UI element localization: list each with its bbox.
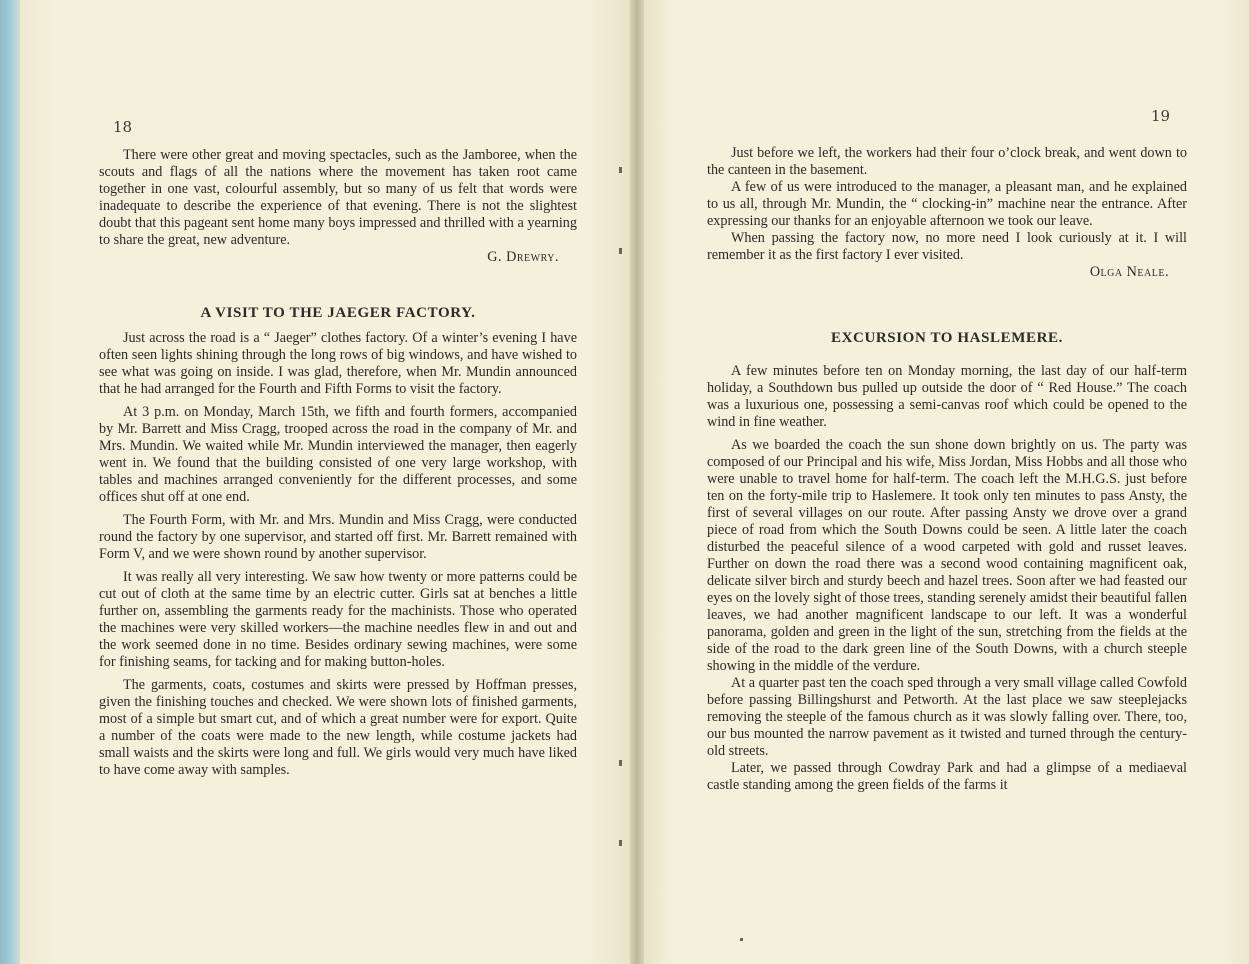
article-paragraph: At 3 p.m. on Monday, March 15th, we fifth and fourth formers, accompanied by Mr. Barrett and Miss Cragg, trooped across the road in the company of Mr. and Mrs. Mundin. We waited while Mr. Mundin interviewed the manager, then eagerly went in. We found that the building consisted of one very large workshop, with tables and machines arranged conveniently for the different processes, and some offices shut off at one end. bbox=[99, 404, 577, 505]
author-signature: Olga Neale. bbox=[1089, 264, 1169, 280]
article-paragraph: The garments, coats, costumes and skirts were pressed by Hoffman presses, given the finishing touches and checked. We were shown lots of finished garments, most of a simple but smart cut, and of which a great number were for export. Quite a number of the coats were made to the new length, while costume jackets had small waists and the skirts were long and full. We girls would very much have liked to have come away with samples. bbox=[99, 677, 577, 778]
article-heading: EXCURSION TO HASLEMERE. bbox=[830, 330, 1064, 346]
haslemere-article bbox=[707, 330, 1187, 794]
author-signature: G. Drewry. bbox=[487, 249, 559, 265]
jaeger-article-continued bbox=[707, 145, 1187, 281]
article-paragraph: As we boarded the coach the sun shone down brightly on us. The party was composed of our Principal and his wife, Miss Jordan, Miss Hobbs and all those who were unable to travel home for half-term. The coach left the M.H.G.S. just before ten on the forty-mile trip to Haslemere. It took only ten minutes to pass Ansty, the first of several villages on our route. After passing Ansty we drove over a grand piece of road from which the South Downs could be seen. A little later the coach disturbed the peaceful silence of a wood carpeted with gold and russet leaves. Further on down the road there was a second wood containing magnificent oak, delicate silver birch and sturdy beech and hazel trees. Soon after we had feasted our eyes on the lovely sight of those trees, standing serenely amidst their beautiful fallen leaves, we had another magnificent landscape to our left. It was a wonderful panorama, golden and green in the light of the sun, stretching from the fields at the side of the road to the dark green line of the South Downs, with a church steeple showing in the middle of the verdure. bbox=[707, 437, 1187, 674]
binding-mark bbox=[619, 840, 622, 846]
page-number-right: 19 bbox=[1151, 107, 1171, 125]
book-gutter bbox=[630, 0, 644, 964]
jaeger-article bbox=[99, 305, 577, 779]
binding-mark bbox=[619, 248, 622, 254]
article-paragraph: The Fourth Form, with Mr. and Mrs. Mundin and Miss Cragg, were conducted round the factory by one supervisor, and started off first. Mr. Barrett remained with Form V, and we were shown round by another supervisor. bbox=[99, 512, 577, 562]
ink-dot bbox=[740, 938, 743, 941]
article-paragraph: Just before we left, the workers had their four o’clock break, and went down to the canteen in the basement. bbox=[707, 145, 1187, 178]
jamboree-paragraph: There were other great and moving spectacles, such as the Jamboree, when the scouts and flags of all the nations where the movement has taken root came together in one vast, colourful assembly, but so many of us felt that words were inadequate to describe the experience of that evening. There is not the slightest doubt that this pageant sent home many boys impressed and thrilled with a yearning to share the great, new adventure. bbox=[99, 147, 577, 248]
article-paragraph: A few of us were introduced to the manager, a pleasant man, and he explained to us all, through Mr. Mundin, the “ clocking-in” machine near the entrance. After expressing our thanks for an enjoyable afternoon we took our leave. bbox=[707, 179, 1187, 229]
article-paragraph: A few minutes before ten on Monday morning, the last day of our half-term holiday, a Southdown bus pulled up outside the door of “ Red House.” The coach was a luxurious one, possessing a semi-canvas roof which could be opened to the wind in fine weather. bbox=[707, 363, 1187, 430]
article-paragraph: At a quarter past ten the coach sped through a very small village called Cowfold before passing Billingshurst and Petworth. At the last place we saw steeplejacks removing the steeple of the famous church as it was slowly falling over. There, too, our bus mounted the narrow pavement as it twisted and turned through the century-old streets. bbox=[707, 675, 1187, 759]
book-cover-edge bbox=[0, 0, 20, 964]
binding-mark bbox=[619, 167, 622, 173]
article-paragraph: Later, we passed through Cowdray Park and had a glimpse of a mediaeval castle standing among the green fields of the farms it bbox=[707, 760, 1187, 793]
article-paragraph: It was really all very interesting. We saw how twenty or more patterns could be cut out of cloth at the same time by an electric cutter. Girls sat at benches a little further on, assembling the garments ready for the machinists. Those who operated the machines were very skilled workers—the machine needles flew in and out and the work seemed done in no time. Besides ordinary sewing machines, were some for finishing seams, for tacking and for making button-holes. bbox=[99, 569, 577, 670]
page-number-left: 18 bbox=[113, 118, 133, 136]
article-paragraph: Just across the road is a “ Jaeger” clothes factory. Of a winter’s evening I have often seen lights shining through the long rows of big windows, and have wished to see what was going on inside. I was glad, therefore, when Mr. Mundin announced that he had arranged for the Fourth and Fifth Forms to visit the factory. bbox=[99, 330, 577, 397]
left-column-top bbox=[99, 147, 577, 266]
article-heading: A VISIT TO THE JAEGER FACTORY. bbox=[200, 305, 476, 321]
binding-mark bbox=[619, 760, 622, 766]
article-paragraph: When passing the factory now, no more need I look curiously at it. I will remember it as the first factory I ever visited. bbox=[707, 230, 1187, 263]
